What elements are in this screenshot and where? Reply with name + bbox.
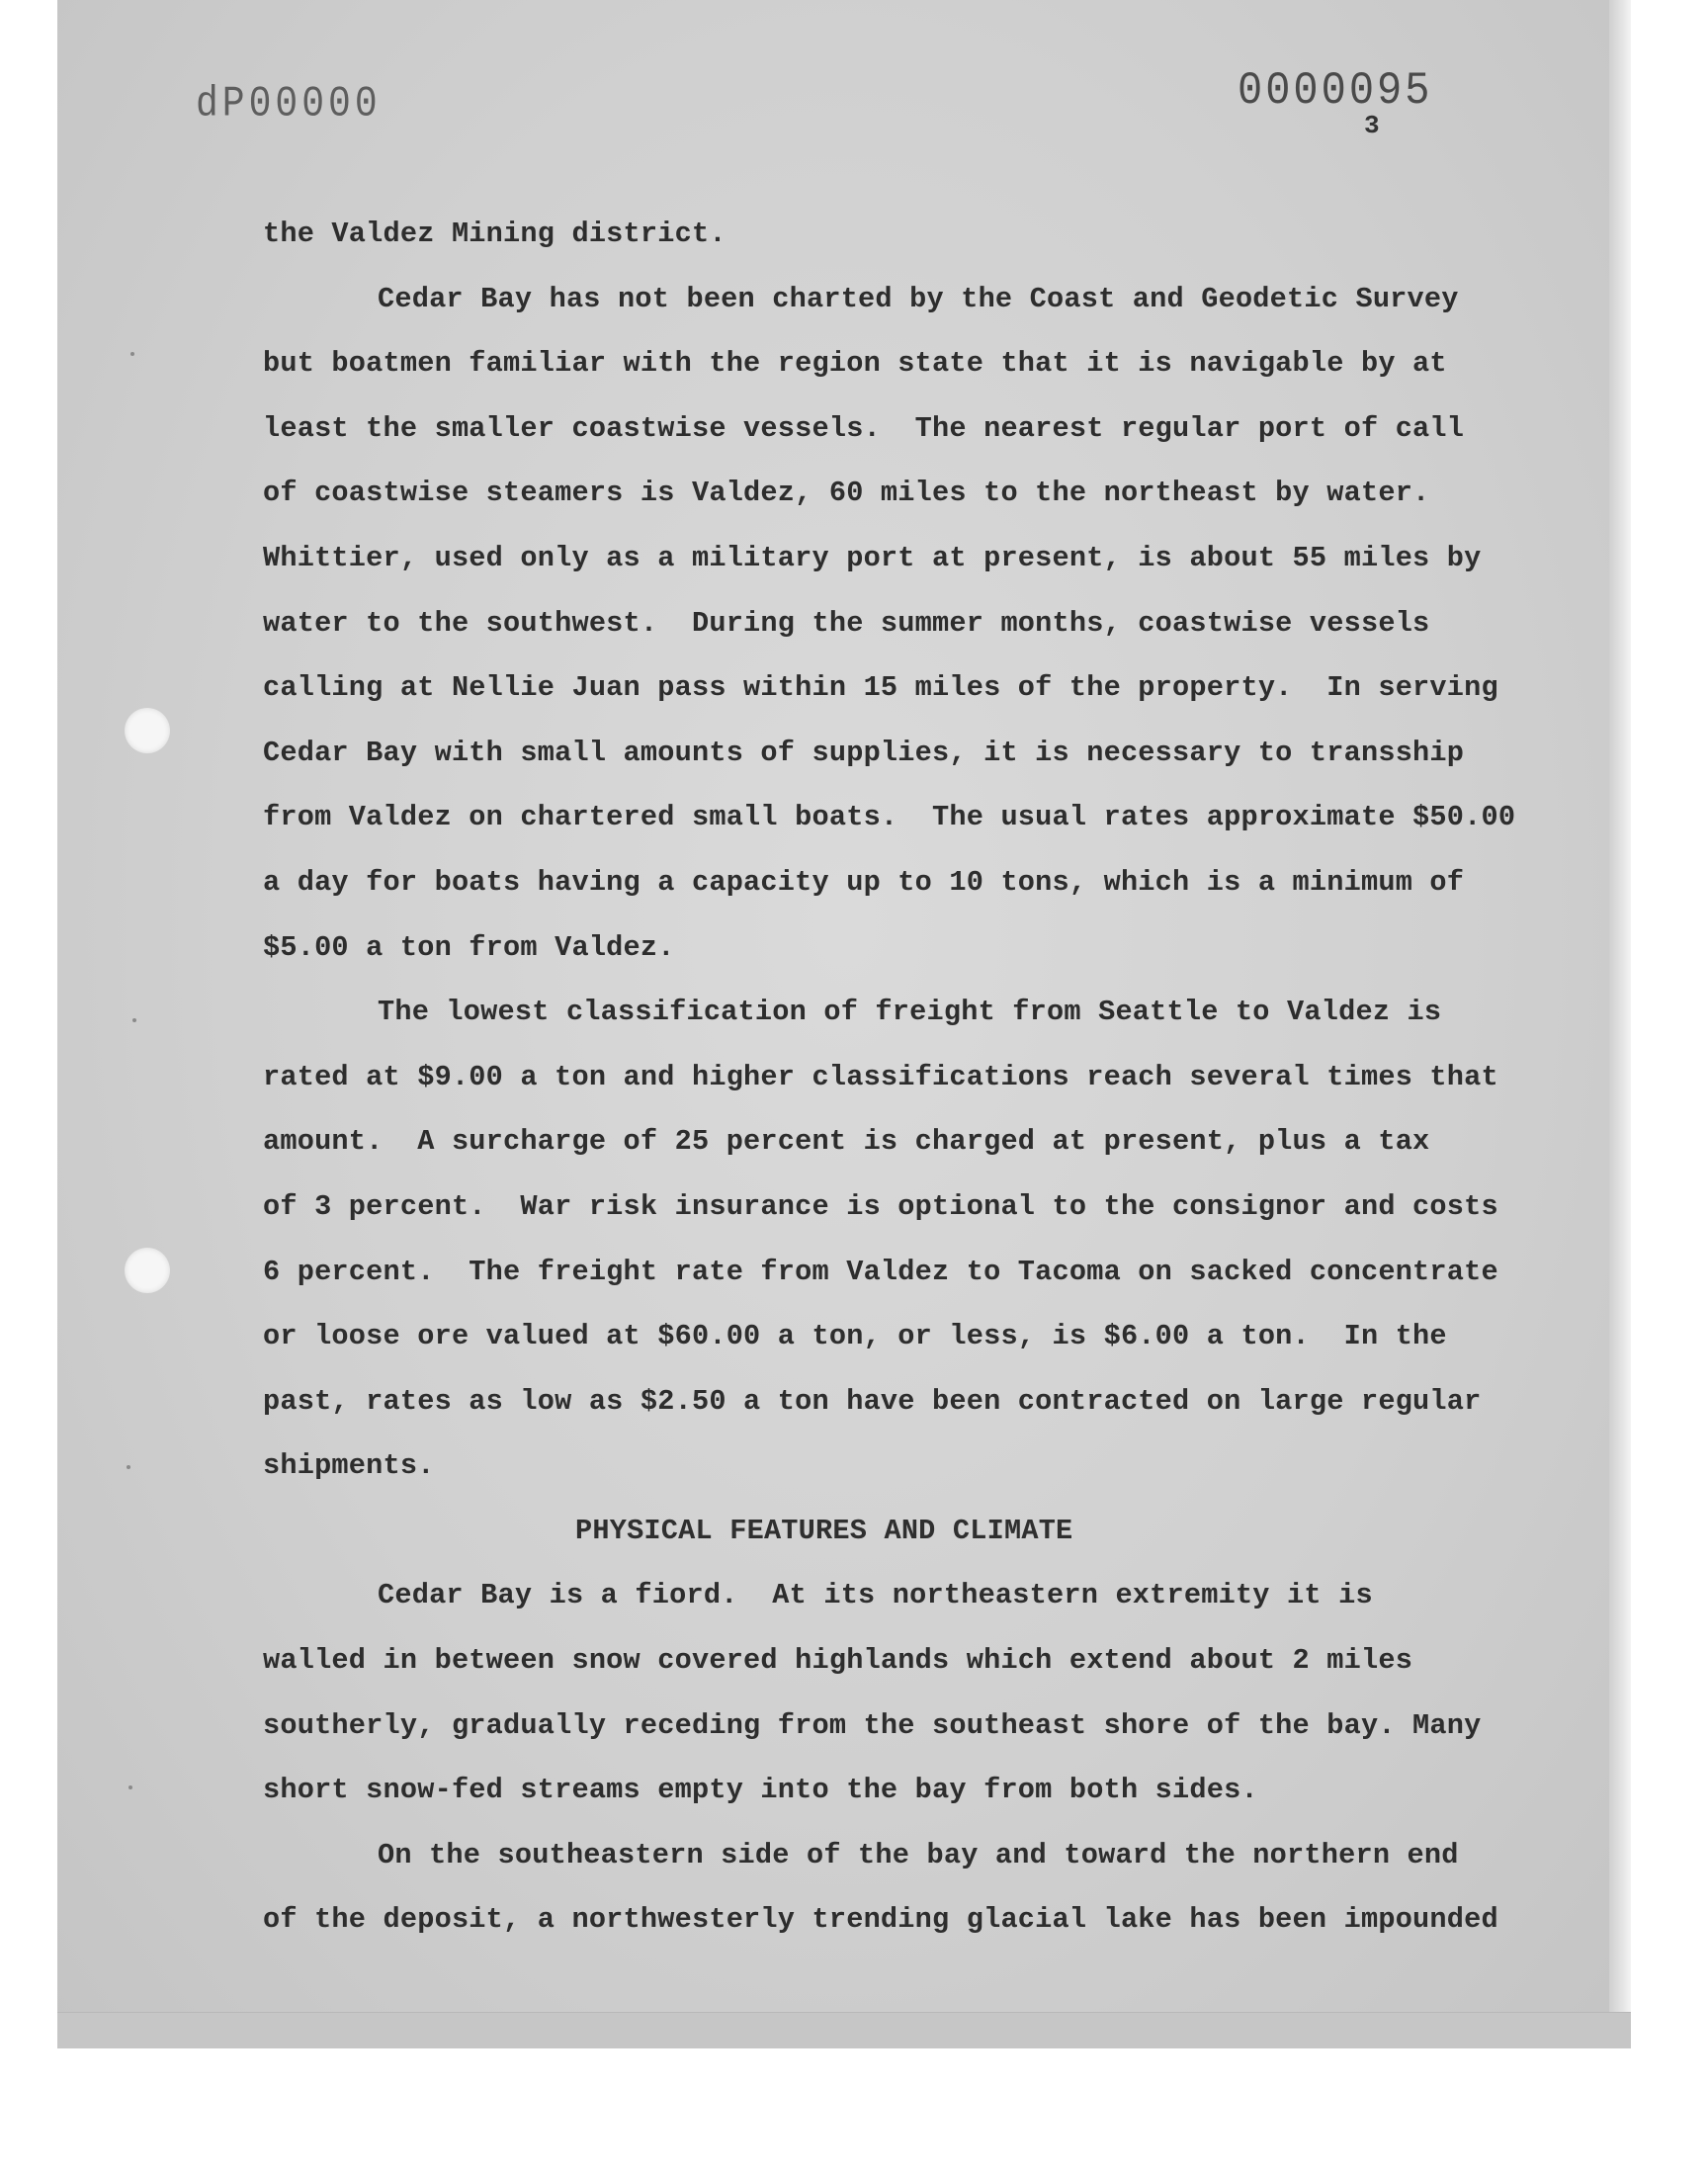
text-line: but boatmen familiar with the region state that it is navigable by at [263, 347, 1447, 381]
punch-hole-bottom [125, 1248, 170, 1293]
text-line: past, rates as low as $2.50 a ton have been contracted on large regular [263, 1384, 1482, 1418]
text-line: from Valdez on chartered small boats. The usual rates approximate $50.00 [263, 801, 1516, 834]
speck [130, 352, 134, 356]
speck [128, 1785, 132, 1789]
text-line: 6 percent. The freight rate from Valdez to Tacoma on sacked concentrate [263, 1255, 1498, 1288]
page-edge [1609, 0, 1631, 2048]
text-line: $5.00 a ton from Valdez. [263, 930, 675, 964]
text-line: of 3 percent. War risk insurance is optional to the consignor and costs [263, 1189, 1498, 1223]
text-line: the Valdez Mining district. [263, 218, 726, 250]
text-line: a day for boats having a capacity up to 10 tons, which is a minimum of [263, 865, 1465, 899]
paragraph-start: On the southeastern side of the bay and toward the northern end [378, 1838, 1459, 1871]
text-line: short snow-fed streams empty into the bay from both sides. [263, 1774, 1258, 1807]
speck [132, 1018, 136, 1022]
text-line: Cedar Bay with small amounts of supplies, it is necessary to transship [263, 736, 1465, 769]
text-line: walled in between snow covered highlands which extend about 2 miles [263, 1644, 1413, 1678]
text-line: of the deposit, a northwesterly trending glacial lake has been impounded [263, 1903, 1498, 1937]
speck [127, 1465, 130, 1469]
paragraph-start: Cedar Bay is a fiord. At its northeastern extremity it is [378, 1579, 1373, 1612]
text-line: shipments. [263, 1449, 435, 1483]
document-stamp-number: 0000095 [1238, 64, 1433, 118]
document-stamp-left: dP00000 [196, 79, 382, 130]
text-line: Whittier, used only as a military port at present, is about 55 miles by [263, 541, 1482, 574]
paragraph-start: The lowest classification of freight from Seattle to Valdez is [378, 996, 1442, 1029]
paragraph-start: Cedar Bay has not been charted by the Coast and Geodetic Survey [378, 282, 1459, 315]
text-line: calling at Nellie Juan pass within 15 miles of the property. In serving [263, 671, 1498, 705]
document-body [263, 202, 1548, 1953]
text-line: water to the southwest. During the summer months, coastwise vessels [263, 606, 1430, 640]
text-line: rated at $9.00 a ton and higher classifications reach several times that [263, 1060, 1498, 1093]
text-line: of coastwise steamers is Valdez, 60 miles to the northeast by water. [263, 477, 1430, 510]
text-line: amount. A surcharge of 25 percent is charged at present, plus a tax [263, 1125, 1430, 1159]
page-number: 3 [1364, 111, 1380, 140]
punch-hole-top [125, 708, 170, 753]
section-heading: PHYSICAL FEATURES AND CLIMATE [575, 1514, 1073, 1547]
text-line: southerly, gradually receding from the southeast shore of the bay. Many [263, 1708, 1482, 1742]
text-line: or loose ore valued at $60.00 a ton, or less, is $6.00 a ton. In the [263, 1320, 1447, 1353]
text-line: least the smaller coastwise vessels. The nearest regular port of call [263, 411, 1465, 445]
